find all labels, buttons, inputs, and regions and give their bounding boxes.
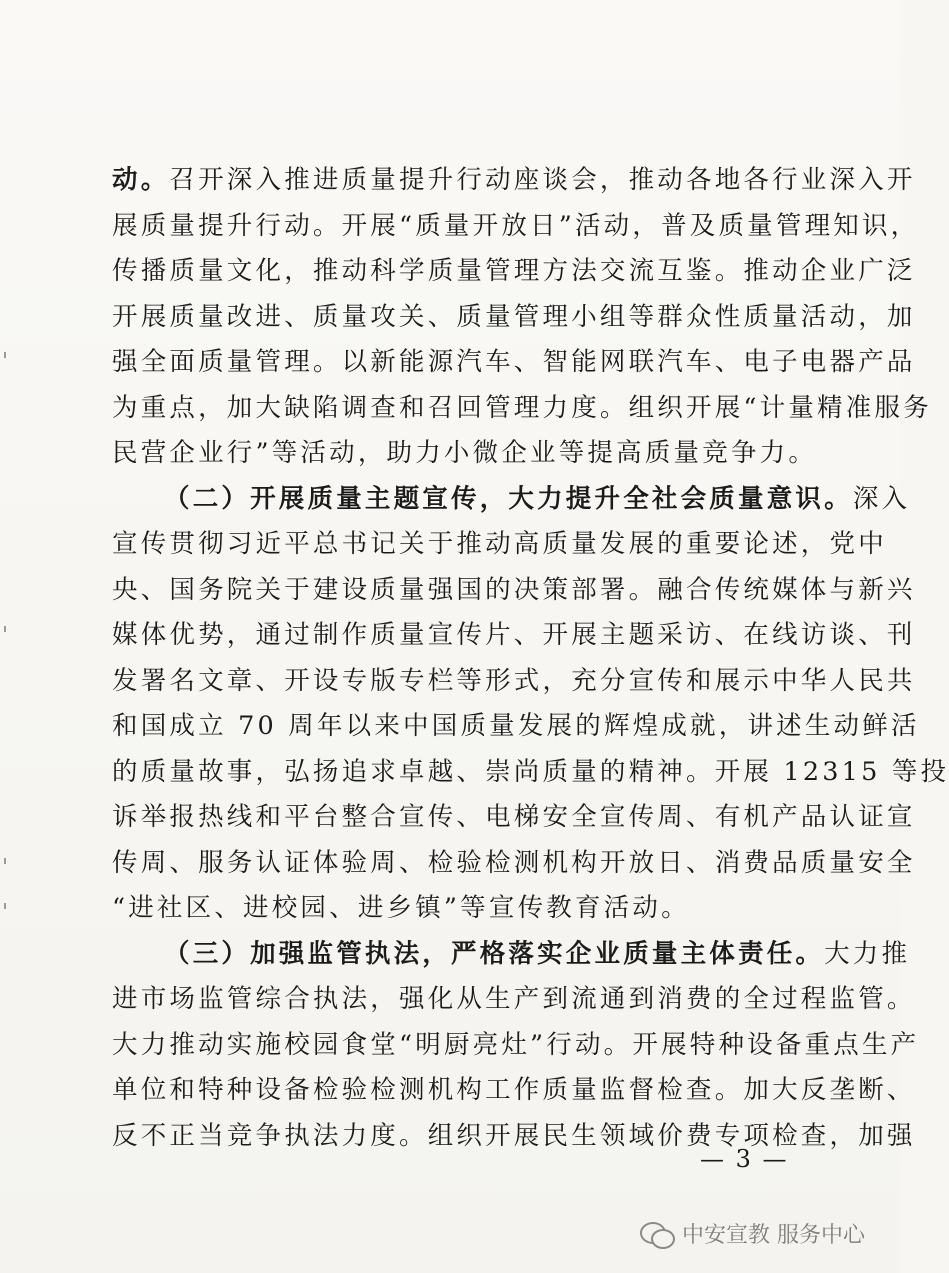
text-line [112,431,818,477]
text-line [112,1023,920,1069]
line-text: 传播质量文化，推动科学质量管理方法交流互鉴。推动企业广泛 [112,256,916,286]
line-text: 反不正当竞争执法力度。组织开展民生领域价费专项检查，加强 [112,1120,916,1151]
text-line [112,386,932,432]
margin-mark [4,626,6,632]
line-text: 传周、服务认证体验周、检验检测机构开放日、消费品质量安全 [112,847,916,878]
section-heading-line [112,932,911,978]
line-text: 开展质量改进、质量攻关、质量管理小组等群众性质量活动，加 [112,301,916,332]
line-text: 和国成立 70 周年以来中国质量发展的辉煌成就，讲述生动鲜活 [112,711,920,741]
text-line [112,522,887,568]
text-line [112,295,916,341]
line-text: 民营企业行”等活动，助力小微企业等提高质量竞争力。 [112,438,818,468]
line-text: 进市场监管综合执法，强化从生产到流通到消费的全过程监管。 [112,984,916,1014]
line-text: 展质量提升行动。开展“质量开放日”活动，普及质量管理知识， [112,210,920,241]
line-text: 大力推动实施校园食堂“明厨亮灶”行动。开展特种设备重点生产 [112,1029,920,1060]
text-line [112,340,916,386]
margin-mark [4,352,6,358]
section-heading: （三）加强监管执法，严格落实企业质量主体责任。 [164,938,825,969]
line-text: 发署名文章、开设专版专栏等形式，充分宣传和展示中华人民共 [112,665,916,696]
text-line [112,704,920,750]
line-text: 强全面质量管理。以新能源汽车、智能网联汽车、电子电器产品 [112,347,916,377]
section-heading-line [112,477,911,523]
margin-mark [4,858,6,864]
text-line [112,204,920,250]
wechat-icon [640,1220,674,1248]
text-line [112,750,949,796]
line-text: 央、国务院关于建设质量强国的决策部署。融合传统媒体与新兴 [112,574,916,605]
text-line [112,795,916,841]
text-line [112,1114,916,1160]
page-number: — 3 — [700,1145,789,1173]
text-line [112,158,916,204]
text-line [112,1068,916,1114]
watermark-text: 中安宣教 服务中心 [682,1223,865,1248]
text-line [112,977,916,1023]
text-line [112,568,916,614]
watermark [640,1218,865,1249]
line-text: 大力推 [824,938,911,969]
margin-mark [4,903,6,909]
bold-lead: 动。 [112,165,170,195]
text-line [112,249,916,295]
text-line [112,886,802,932]
line-text: “进社区、进校园、进乡镇”等宣传教育活动。 [112,893,690,923]
line-text: 宣传贯彻习近平总书记关于推动高质量发展的重要论述，党中 [112,529,887,559]
text-line [112,613,916,659]
text-line [112,841,916,887]
line-text: 召开深入推进质量提升行动座谈会，推动各地各行业深入开 [169,165,916,195]
line-text: 深入 [852,483,911,514]
text-line [112,659,916,705]
line-text: 为重点，加大缺陷调查和召回管理力度。组织开展“计量精准服务 [112,392,932,423]
line-text: 媒体优势，通过制作质量宣传片、开展主题采访、在线访谈、刊 [112,620,916,650]
body-text [112,158,949,1159]
section-heading: （二）开展质量主题宣传，大力提升全社会质量意识。 [164,483,853,514]
line-text: 的质量故事，弘扬追求卓越、崇尚质量的精神。开展 12315 等投 [112,756,949,787]
line-text: 诉举报热线和平台整合宣传、电梯安全宣传周、有机产品认证宣 [112,802,916,832]
line-text: 单位和特种设备检验检测机构工作质量监督检查。加大反垄断、 [112,1075,916,1105]
